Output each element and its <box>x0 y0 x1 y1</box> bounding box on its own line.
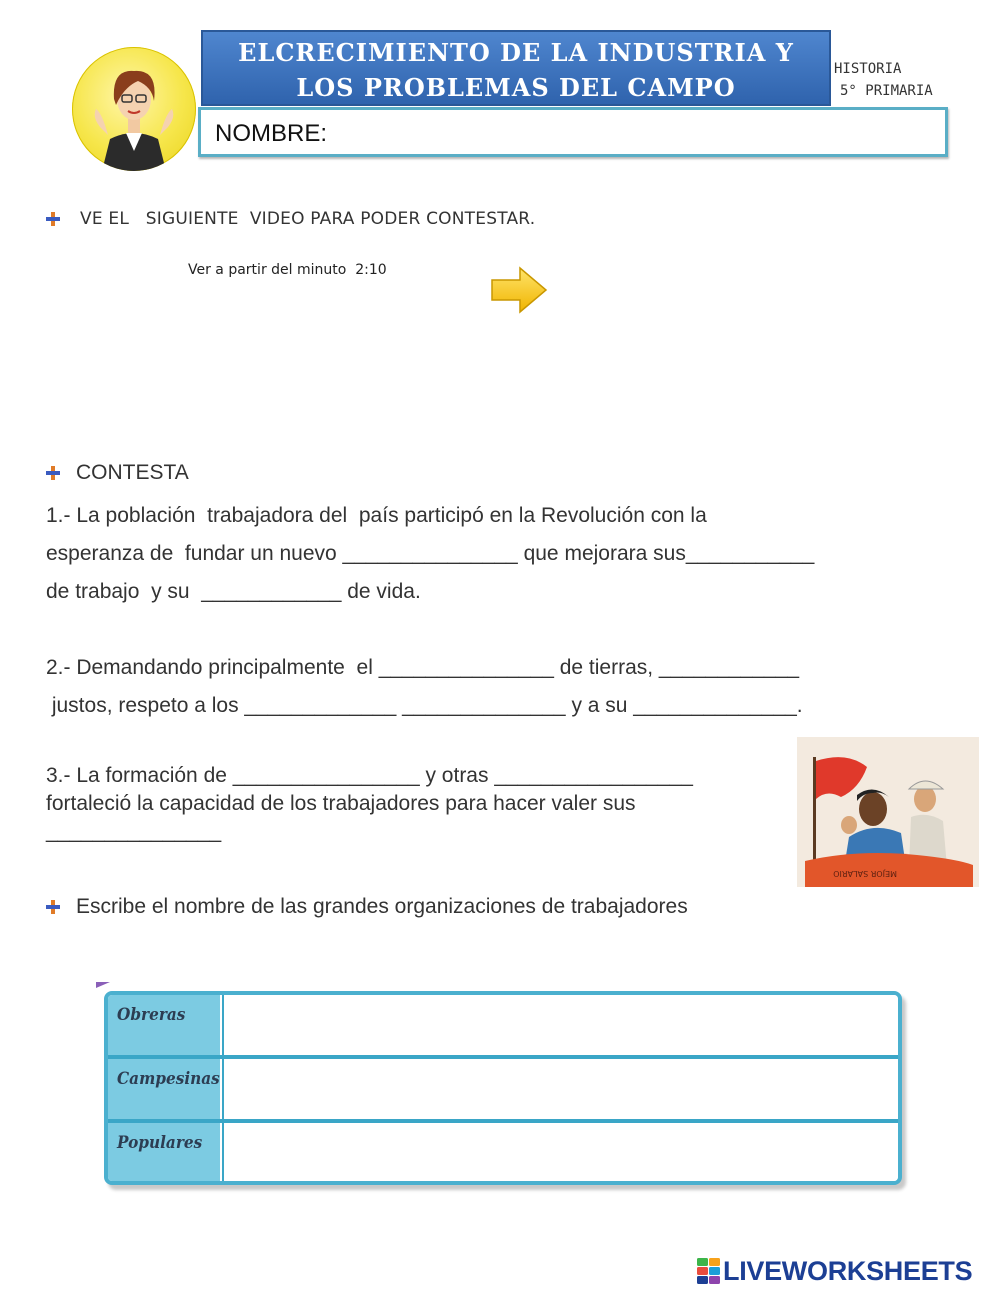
bullet-plus-icon <box>46 900 60 914</box>
question-2-line: 2.- Demandando principalmente el _______________ de tierras, ____________ <box>46 656 800 679</box>
obreras-answer-field[interactable] <box>222 995 898 1055</box>
liveworksheets-logo[interactable] <box>697 1256 972 1286</box>
grade-label: 5° PRIMARIA <box>840 83 933 99</box>
liveworksheets-logo-icon <box>697 1258 721 1284</box>
video-instruction-text: VE EL SIGUIENTE VIDEO PARA PODER CONTESTAR. <box>80 209 536 229</box>
title-line-1: ELCRECIMIENTO DE LA INDUSTRIA Y <box>238 38 794 67</box>
row-label-cell <box>108 1059 220 1119</box>
question-1 <box>46 497 946 611</box>
right-arrow-icon <box>488 264 550 316</box>
question-1-line: de trabajo y su ____________ de vida. <box>46 580 421 603</box>
row-label-cell <box>108 1123 220 1185</box>
logo-text: LIVEWORKSHEETS <box>723 1255 973 1286</box>
question-3 <box>46 762 786 846</box>
question-2 <box>46 649 946 725</box>
minute-note: Ver a partir del minuto 2:10 <box>188 262 387 278</box>
revolution-illustration <box>797 737 979 887</box>
svg-text:MEJOR SALARIO: MEJOR SALARIO <box>833 869 897 878</box>
organizations-table <box>104 991 902 1185</box>
organizations-instruction <box>46 895 688 919</box>
row-label-cell <box>108 995 220 1055</box>
question-3-line: fortaleció la capacidad de los trabajadores para hacer valer sus <box>46 792 636 815</box>
row-label: Campesinas <box>117 1069 220 1089</box>
corner-mark-icon <box>96 982 110 988</box>
row-label: Obreras <box>117 1005 186 1025</box>
name-label: NOMBRE: <box>215 120 328 147</box>
table-row <box>108 1055 898 1119</box>
bullet-plus-icon <box>46 466 60 480</box>
bullet-plus-icon <box>46 212 60 226</box>
question-3-line: _______________ <box>46 820 222 843</box>
title-banner <box>201 30 831 106</box>
table-row <box>108 1119 898 1185</box>
teacher-avatar <box>72 47 196 171</box>
table-row <box>108 995 898 1055</box>
title-line-2: LOS PROBLEMAS DEL CAMPO <box>296 73 736 102</box>
row-label: Populares <box>117 1133 203 1153</box>
subject-grade-label <box>834 58 933 102</box>
question-1-line: 1.- La población trabajadora del país participó en la Revolución con la <box>46 504 707 527</box>
subject-label: HISTORIA <box>834 61 902 77</box>
populares-answer-field[interactable] <box>222 1123 898 1185</box>
question-1-line: esperanza de fundar un nuevo _______________ que mejorara sus___________ <box>46 542 815 565</box>
teacher-illustration-icon <box>72 47 196 171</box>
organizations-instruction-text: Escribe el nombre de las grandes organizaciones de trabajadores <box>76 895 688 918</box>
contesta-heading <box>46 461 189 485</box>
contesta-heading-text: CONTESTA <box>76 461 189 484</box>
name-field[interactable] <box>198 107 948 157</box>
question-2-line: justos, respeto a los _____________ ______________ y a su ______________. <box>46 694 803 717</box>
question-3-line: 3.- La formación de ________________ y otras _________________ <box>46 764 693 787</box>
video-instruction <box>46 209 535 229</box>
workers-flag-icon <box>797 737 979 887</box>
campesinas-answer-field[interactable] <box>222 1059 898 1119</box>
